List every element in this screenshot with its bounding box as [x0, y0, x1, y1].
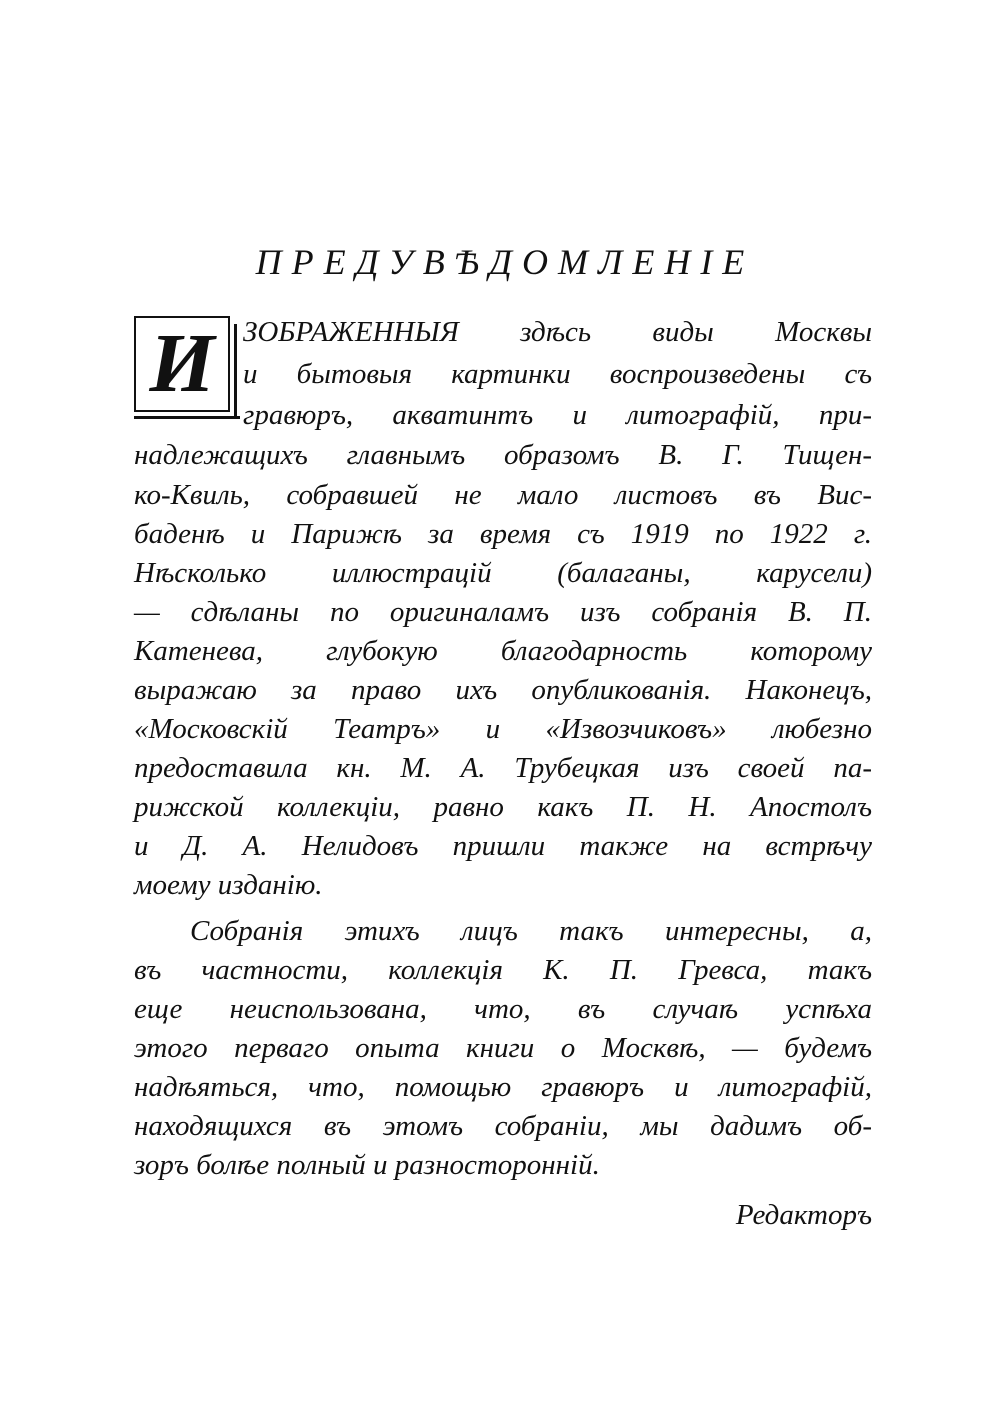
- text-line: ЗОБРАЖЕННЫЯ здѣсь виды Москвы: [243, 316, 872, 348]
- text-line: гравюръ, акватинтъ и литографій, при-: [243, 399, 872, 431]
- text-line: моему изданію.: [134, 869, 323, 901]
- text-line: находящихся въ этомъ собраніи, мы дадимъ об-: [134, 1110, 872, 1142]
- text-line: и Д. А. Нелидовъ пришли также на встрѣчу: [134, 830, 872, 862]
- text-line: еще неиспользована, что, въ случаѣ успѣха: [134, 993, 872, 1025]
- text-line: «Московскій Театръ» и «Извозчиковъ» любезно: [134, 713, 872, 745]
- text-line: въ частности, коллекція К. П. Гревса, такъ: [134, 954, 872, 986]
- text-line: предоставила кн. М. А. Трубецкая изъ своей па-: [134, 752, 872, 784]
- text-line: выражаю за право ихъ опубликованія. Наконецъ,: [134, 674, 872, 706]
- dropcap-frame: [134, 316, 230, 412]
- text-line: и бытовыя картинки воспроизведены съ: [243, 358, 872, 390]
- text-line: рижской коллекціи, равно какъ П. Н. Апостолъ: [134, 791, 872, 823]
- text-line: баденѣ и Парижѣ за время съ 1919 по 1922 г.: [134, 518, 872, 550]
- text-line: — сдѣланы по оригиналамъ изъ собранія В. П.: [134, 596, 872, 628]
- text-line: ко-Квиль, собравшей не мало листовъ въ Вис-: [134, 479, 872, 511]
- text-line: надлежащихъ главнымъ образомъ В. Г. Тищен-: [134, 439, 872, 471]
- text-line: Нѣсколько иллюстрацій (балаганы, карусели): [134, 557, 872, 589]
- editor-signature: Редакторъ: [735, 1199, 872, 1231]
- text-line: этого перваго опыта книги о Москвѣ, — будемъ: [134, 1032, 872, 1064]
- text-line: зоръ болѣе полный и разносторонній.: [134, 1149, 600, 1181]
- text-line: Собранія этихъ лицъ такъ интересны, а,: [190, 915, 872, 947]
- text-line: Катенева, глубокую благодарность которому: [134, 635, 872, 667]
- text-line: надѣяться, что, помощью гравюръ и литографій,: [134, 1071, 872, 1103]
- dropcap-letter: И: [149, 317, 215, 410]
- page-title: ПРЕДУВѢДОМЛЕНІЕ: [255, 242, 755, 282]
